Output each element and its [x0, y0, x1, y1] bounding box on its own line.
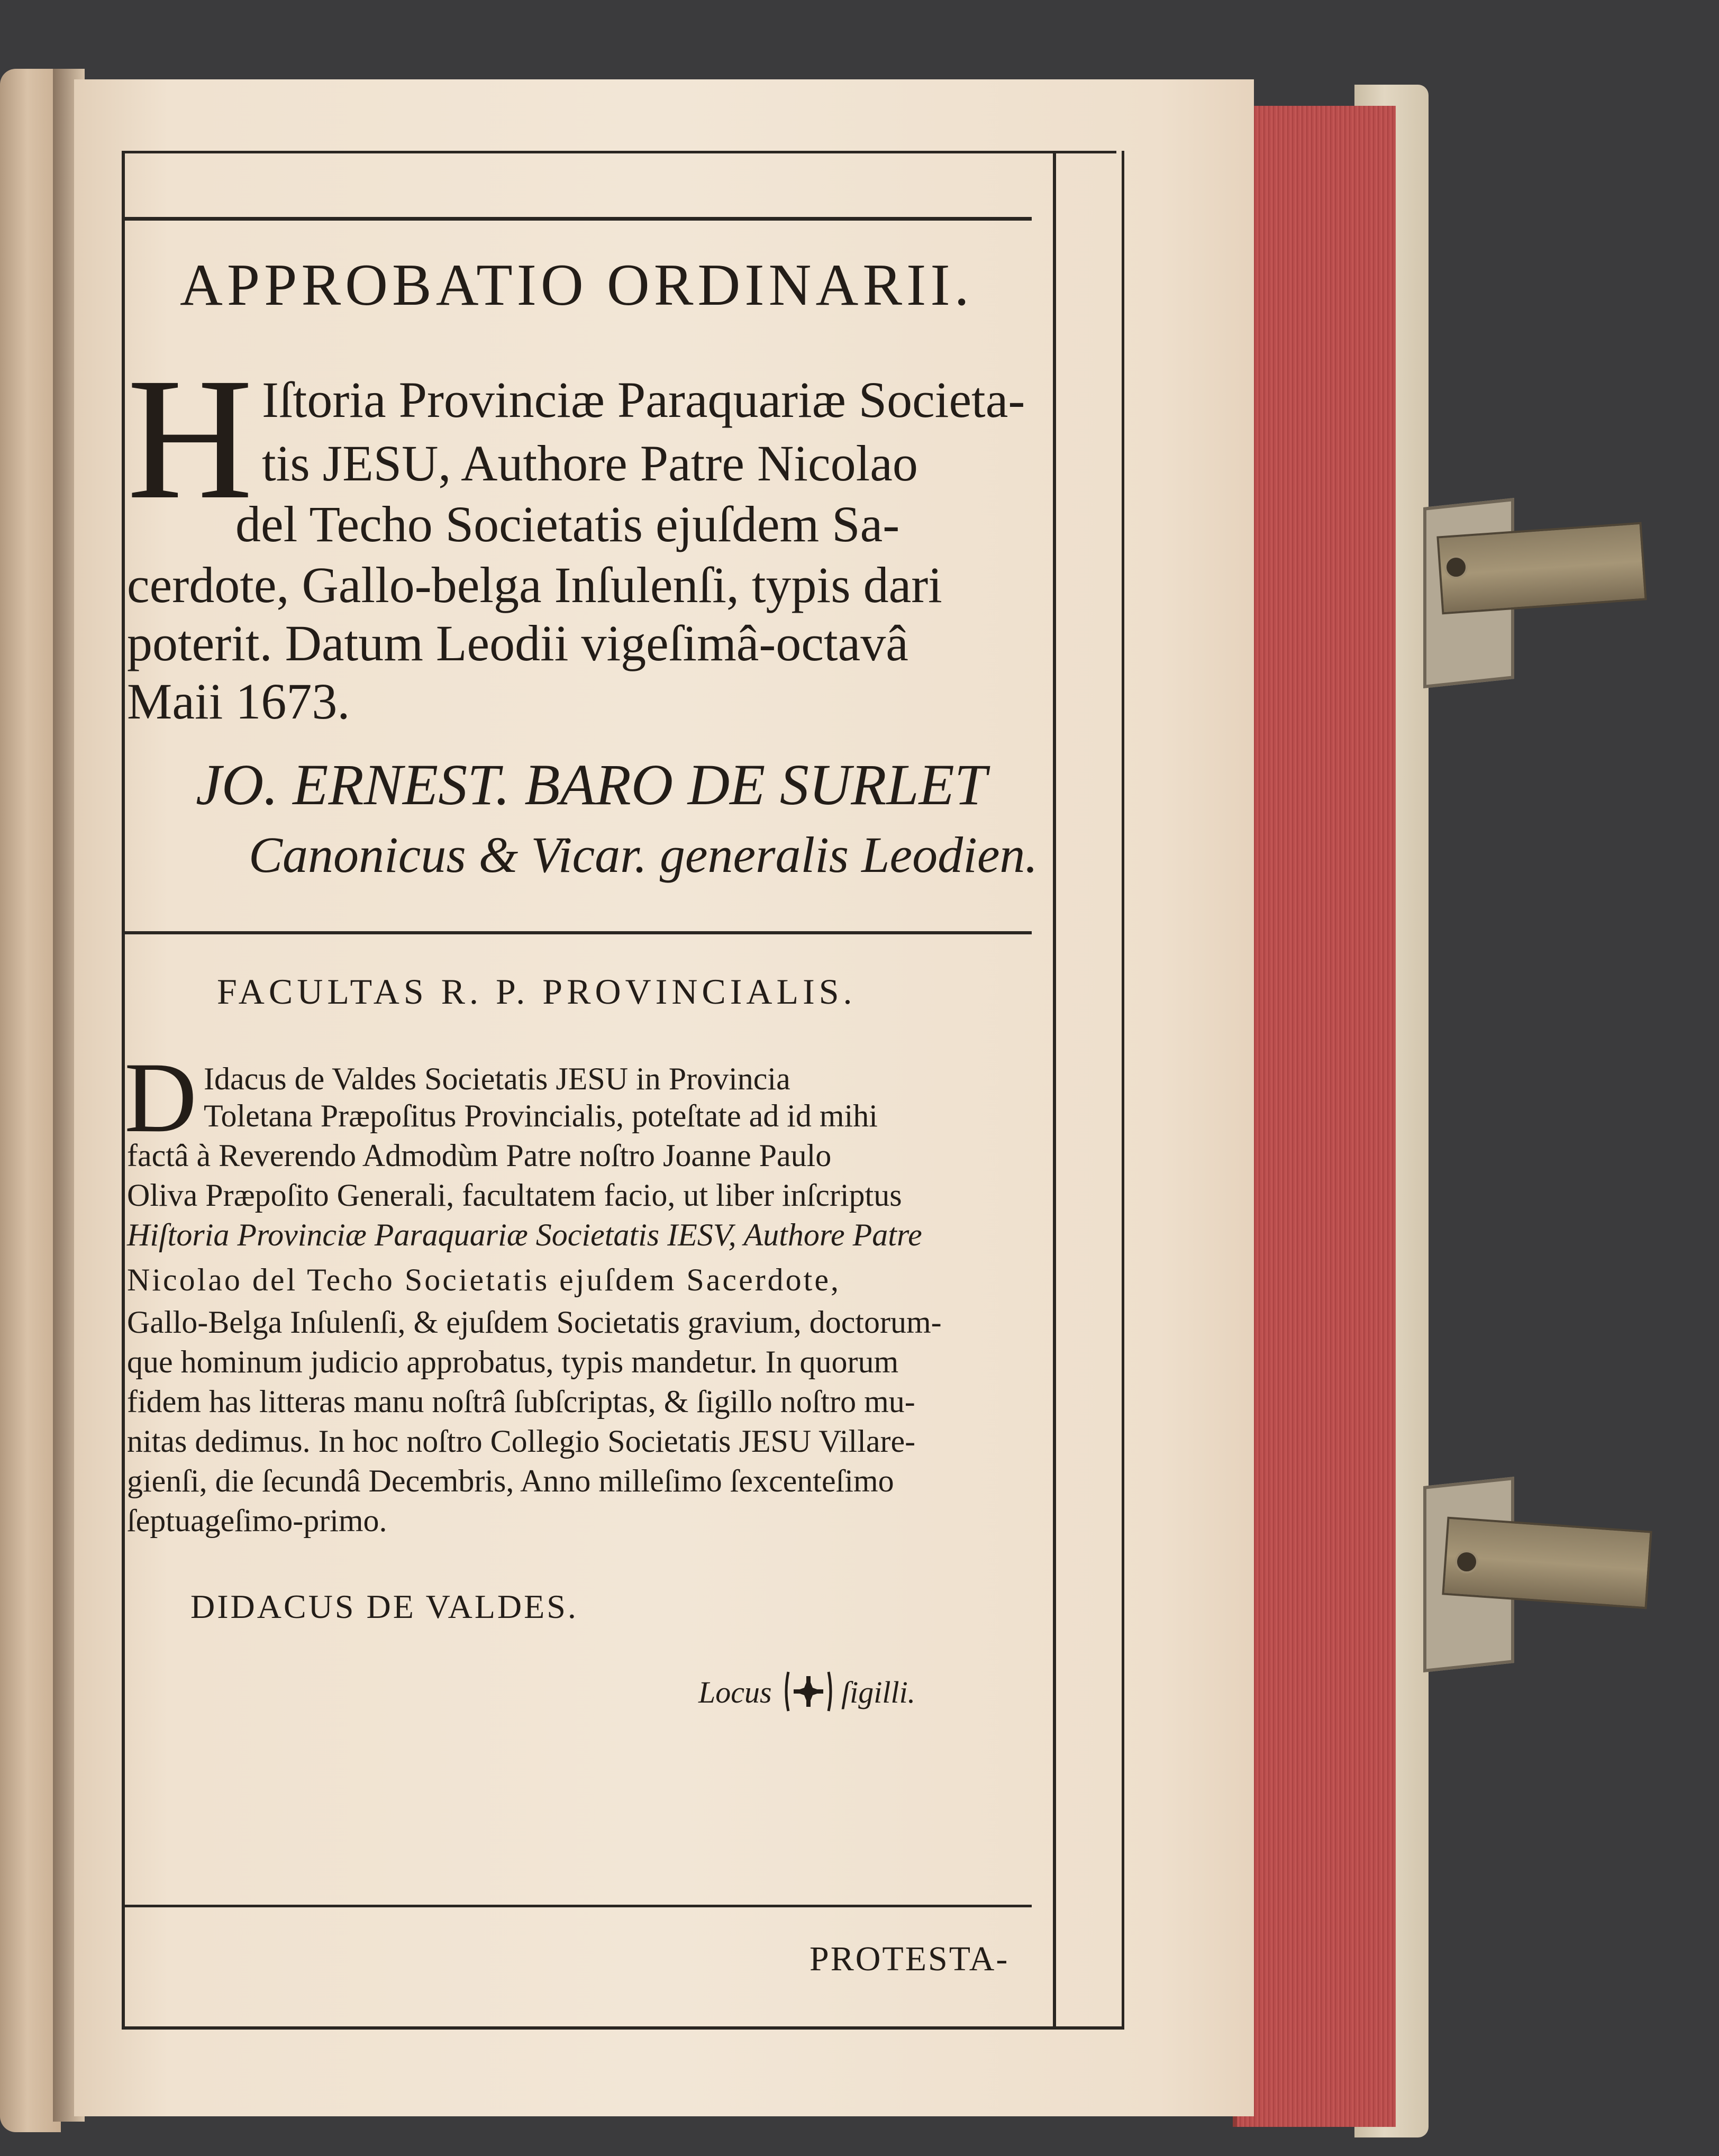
clasp-upper-rivet — [1444, 556, 1468, 579]
approbatio-dropcap: H — [127, 342, 253, 535]
seal-cross-icon — [782, 1668, 835, 1715]
seal-label-left: Locus — [698, 1675, 772, 1709]
catchword: PROTESTA- — [810, 1940, 1009, 1978]
approbatio-line-6: Maii 1673. — [127, 673, 350, 730]
clasp-lower-rivet — [1455, 1550, 1478, 1573]
frame-top-rule — [122, 151, 1116, 153]
approbatio-signature-title: Canonicus & Vicar. generalis Leodien. — [249, 826, 1038, 883]
frame-inner-top-rule — [122, 217, 1032, 221]
frame-right-outer-rule — [1122, 151, 1124, 2029]
facultas-line-7: Gallo-Belga Inſulenſi, & ejuſdem Societatis gravium, doctorum- — [127, 1305, 942, 1340]
facultas-line-1: Idacus de Valdes Societatis JESU in Provincia — [204, 1061, 790, 1096]
facultas-line-10: nitas dedimus. In hoc noſtro Collegio Societatis JESU Villare- — [127, 1424, 916, 1459]
facultas-line-9: fidem has litteras manu noſtrâ ſubſcriptas, & ſigillo noſtro mu- — [127, 1384, 915, 1419]
facultas-signature: DIDACUS DE VALDES. — [190, 1588, 578, 1625]
approbatio-line-5: poterit. Datum Leodii vigeſimâ-octavâ — [127, 615, 908, 671]
frame-bottom-inner-rule — [122, 1905, 1032, 1907]
frame-bottom-rule — [122, 2026, 1124, 2030]
approbatio-line-4: cerdote, Gallo-belga Inſulenſi, typis dari — [127, 557, 942, 613]
facultas-line-11: gienſi, die ſecundâ Decembris, Anno milleſimo ſexcenteſimo — [127, 1463, 894, 1498]
facultas-line-3: factâ à Reverendo Admodùm Patre noſtro Joanne Paulo — [127, 1138, 832, 1173]
left-page-edge — [0, 69, 61, 2132]
facultas-title: FACULTAS R. P. PROVINCIALIS. — [217, 971, 857, 1012]
facultas-line-8: que hominum judicio approbatus, typis mandetur. In quorum — [127, 1344, 899, 1379]
seal-label-right: ſigilli. — [841, 1675, 916, 1709]
facultas-dropcap: D — [124, 1042, 197, 1153]
frame-right-inner-rule — [1053, 151, 1056, 2029]
section-divider-rule — [122, 931, 1032, 934]
approbatio-title: APPROBATIO ORDINARII. — [180, 252, 974, 318]
facultas-line-12: ſeptuageſimo-primo. — [127, 1503, 387, 1538]
approbatio-signature-name: JO. ERNEST. BARO DE SURLET — [196, 752, 987, 817]
approbatio-line-3: del Techo Societatis ejuſdem Sa- — [235, 496, 900, 552]
clasp-upper-strap — [1436, 522, 1647, 615]
facultas-line-4: Oliva Præpoſito Generali, facultatem facio, ut liber inſcriptus — [127, 1178, 902, 1213]
approbatio-line-2: tis JESU, Authore Patre Nicolao — [262, 435, 918, 492]
facultas-line-5: Hiſtoria Provinciæ Paraquariæ Societatis IESV, Authore Patre — [127, 1217, 922, 1252]
facultas-line-6: Nicolao del Techo Societatis ejuſdem Sacerdote, — [127, 1262, 841, 1297]
approbatio-line-1: Iſtoria Provinciæ Paraquariæ Societa- — [262, 371, 1025, 428]
red-fore-edge — [1233, 106, 1396, 2127]
facultas-line-2: Toletana Præpoſitus Provincialis, poteſtate ad id mihi — [204, 1098, 878, 1133]
